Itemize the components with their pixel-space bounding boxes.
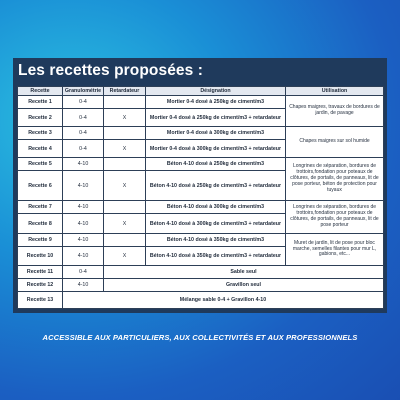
recipe-use: Chapes maigres sur sol humide [286,127,384,158]
recipe-use: Longrines de séparation, bordures de trottoirs,fondation pour poteaux de clôtures, de portails, de panneaux, lit de pose porteur, béton de protection pour tuyaux [286,158,384,201]
recipe-designation: Gravillon seul [104,279,384,292]
recipe-granulometry: 4-10 [63,247,104,266]
recipe-retarder: X [104,171,146,201]
audience-banner: ACCESSIBLE AUX PARTICULIERS, AUX COLLECTIVITÉS ET AUX PROFESSIONNELS [42,333,358,342]
recipe-designation: Mortier 0-4 dosé à 250kg de ciment/m3 [146,96,286,109]
recipe-granulometry: 4-10 [63,158,104,171]
recipe-granulometry: 4-10 [63,279,104,292]
recipe-use: Longrines de séparation, bordures de trottoirs,fondation pour poteaux de clôtures, de portails, de panneaux, lit de pose porteur [286,201,384,234]
recipe-retarder: X [104,247,146,266]
page-title: Les recettes proposées : [18,62,204,79]
recipe-granulometry: 0-4 [63,266,104,279]
recipe-granulometry: 0-4 [63,96,104,109]
header-utilisation: Utilisation [286,87,384,96]
recipe-name: Recette 2 [18,109,63,127]
table-row [18,96,384,109]
recipe-designation: Mélange sable 0-4 + Gravillon 4-10 [63,292,384,309]
recipe-granulometry: 4-10 [63,234,104,247]
header-granulometrie: Granulométrie [63,87,104,96]
table-row [18,266,384,279]
recipe-designation: Béton 4-10 dosé à 300kg de ciment/m3 + retardateur [146,214,286,234]
recipe-granulometry: 0-4 [63,109,104,127]
table-row [18,292,384,309]
recipe-retarder: X [104,109,146,127]
recipes-table [17,86,384,309]
recipe-name: Recette 11 [18,266,63,279]
recipe-designation: Béton 4-10 dosé à 350kg de ciment/m3 + retardateur [146,247,286,266]
recipe-designation: Mortier 0-4 dosé à 250kg de ciment/m3 + retardateur [146,109,286,127]
recipe-granulometry: 0-4 [63,127,104,140]
recipe-name: Recette 4 [18,140,63,158]
recipe-name: Recette 10 [18,247,63,266]
recipe-designation: Béton 4-10 dosé à 350kg de ciment/m3 [146,234,286,247]
recipe-use: Chapes maigres, travaux de bordures de jardin, de pavage [286,96,384,127]
recipe-retarder [104,127,146,140]
recipe-name: Recette 12 [18,279,63,292]
recipe-granulometry: 4-10 [63,171,104,201]
recipe-designation: Sable seul [104,266,384,279]
header-designation: Désignation [146,87,286,96]
table-row [18,158,384,171]
table-row [18,234,384,247]
recipe-granulometry: 4-10 [63,214,104,234]
header-retardateur: Retardateur [104,87,146,96]
recipe-retarder [104,234,146,247]
recipe-retarder [104,96,146,109]
recipe-retarder [104,201,146,214]
table-row [18,127,384,140]
header-recette: Recette [18,87,63,96]
recipe-name: Recette 5 [18,158,63,171]
table-row [18,201,384,214]
recipe-designation: Mortier 0-4 dosé à 300kg de ciment/m3 + retardateur [146,140,286,158]
recipe-name: Recette 3 [18,127,63,140]
recipe-name: Recette 7 [18,201,63,214]
recipe-designation: Béton 4-10 dosé à 300kg de ciment/m3 [146,201,286,214]
recipe-designation: Béton 4-10 dosé à 250kg de ciment/m3 [146,158,286,171]
recipe-granulometry: 0-4 [63,140,104,158]
recipe-designation: Mortier 0-4 dosé à 300kg de ciment/m3 [146,127,286,140]
table-header-row [18,87,384,96]
recipe-granulometry: 4-10 [63,201,104,214]
table-row [18,279,384,292]
recipe-designation: Béton 4-10 dosé à 250kg de ciment/m3 + retardateur [146,171,286,201]
recipe-use: Muret de jardin, lit de pose pour bloc marche, semelles filantes pour mur L, gabions, etc... [286,234,384,266]
recipe-retarder: X [104,214,146,234]
recipe-name: Recette 13 [18,292,63,309]
recipe-retarder: X [104,140,146,158]
recipe-name: Recette 6 [18,171,63,201]
recipe-name: Recette 9 [18,234,63,247]
recipe-name: Recette 8 [18,214,63,234]
recipe-name: Recette 1 [18,96,63,109]
recipe-retarder [104,158,146,171]
